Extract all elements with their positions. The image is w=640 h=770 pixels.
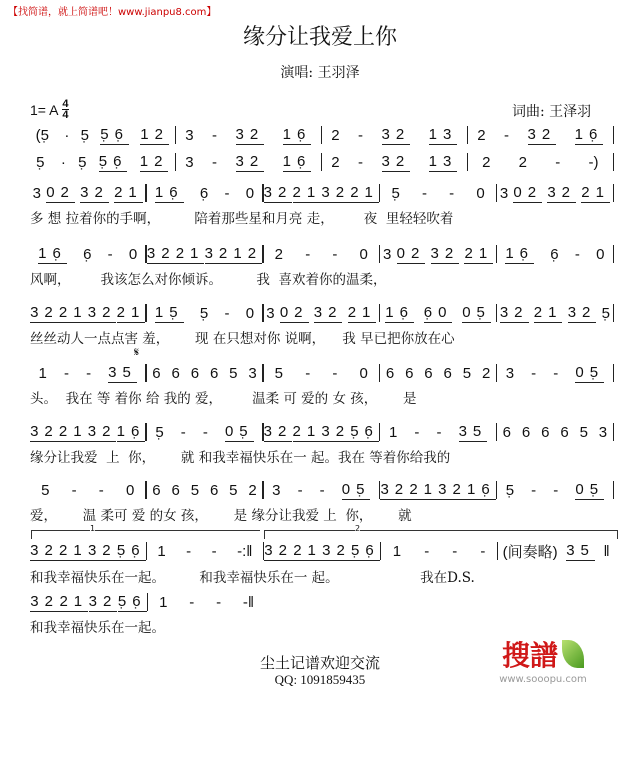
- note: 5̣: [391, 184, 400, 202]
- note: 32: [88, 592, 118, 610]
- logo-mark: [488, 634, 598, 674]
- note: 32: [80, 183, 109, 201]
- note: 2: [331, 153, 340, 171]
- note: 0: [359, 245, 368, 263]
- measure: [497, 304, 612, 323]
- measure: [30, 593, 147, 612]
- note: 3: [505, 364, 515, 382]
- note: 32: [381, 125, 411, 143]
- lyrics-line: 爱， 温 柔可 爱 的女 孩， 是 缘分让我爱 上 你， 就: [30, 508, 412, 524]
- note: 21: [292, 183, 322, 201]
- note: 32: [263, 422, 293, 440]
- note: -: [319, 481, 325, 499]
- measure: [176, 126, 321, 145]
- note: 13: [428, 152, 458, 170]
- note: 1: [157, 542, 166, 560]
- note: 5̣: [199, 304, 209, 322]
- note: 6: [502, 423, 511, 441]
- note: 02: [396, 244, 426, 262]
- measure: [148, 594, 265, 611]
- measure: [264, 423, 379, 442]
- note: 05̣: [575, 363, 605, 381]
- note: 32: [30, 592, 59, 610]
- notation-row: [30, 362, 614, 384]
- note: 32: [87, 422, 117, 440]
- note: 21: [409, 480, 438, 498]
- bar-line: [613, 126, 614, 144]
- note: -: [180, 423, 186, 441]
- note: 6: [443, 364, 452, 382]
- measure: [264, 184, 379, 203]
- note: 5̣6̣: [351, 541, 380, 559]
- note: -: [216, 593, 222, 611]
- volta-bracket-2: [264, 524, 618, 539]
- note: 6: [424, 364, 433, 382]
- note: 21: [58, 422, 88, 440]
- measure: [264, 481, 379, 500]
- note: 21: [59, 592, 89, 610]
- note: 3: [266, 304, 275, 322]
- note: -: [504, 126, 510, 144]
- note: 6: [560, 423, 569, 441]
- note: ·: [56, 153, 66, 171]
- note: 5̣: [601, 304, 610, 322]
- measure: [30, 184, 145, 203]
- measure: [497, 481, 612, 500]
- note: 32: [235, 152, 265, 170]
- note: -: [555, 153, 561, 171]
- measure: [497, 245, 612, 264]
- note: (间奏略): [502, 543, 558, 561]
- note: -: [424, 542, 430, 560]
- note: 6: [405, 364, 414, 382]
- notation-row: [30, 124, 614, 146]
- note: 0: [476, 184, 485, 202]
- note: 5̣: [505, 481, 515, 499]
- note: 2: [482, 153, 491, 171]
- note: 5̣: [78, 153, 87, 171]
- note: 1: [388, 423, 398, 441]
- measure: [264, 365, 379, 382]
- note: 16̣: [505, 244, 534, 262]
- note: 32: [527, 125, 557, 143]
- note: 02: [279, 303, 309, 321]
- logo-url[interactable]: www.sooopu.com: [499, 674, 587, 685]
- note: 0: [245, 184, 255, 202]
- note: 6̣: [550, 245, 559, 263]
- note: -: [358, 153, 364, 171]
- key-signature: [30, 99, 69, 120]
- segno-icon: 𝄋: [134, 345, 140, 359]
- measure: [147, 423, 262, 442]
- note: 6: [171, 481, 180, 499]
- notation-row: [30, 302, 614, 324]
- note: 3: [272, 481, 281, 499]
- footer-qq: QQ: 1091859435: [274, 672, 366, 687]
- note: 32: [87, 541, 117, 559]
- note: 0: [245, 304, 255, 322]
- volta-2-label: 2: [355, 524, 361, 533]
- bar-line: [613, 481, 614, 499]
- note: 5: [229, 364, 238, 382]
- note: -: [531, 364, 537, 382]
- note: 02: [513, 183, 543, 201]
- lyrics-line: 头。 我在 等 着你 给 我的 爱， 温柔 可 爱的 女 孩， 是: [30, 391, 417, 407]
- notation-row: [30, 591, 265, 613]
- measure: [30, 153, 175, 172]
- note: 21: [292, 422, 322, 440]
- measure: [380, 365, 495, 382]
- note: 6: [152, 364, 161, 382]
- note: -: [189, 593, 195, 611]
- note: 2: [274, 245, 284, 263]
- note: 1: [392, 542, 402, 560]
- note: -: [71, 481, 77, 499]
- note: 3: [383, 245, 392, 263]
- note: -: [63, 364, 69, 382]
- sooopu-logo[interactable]: [488, 634, 598, 685]
- measure: [147, 304, 262, 323]
- note: -: [305, 364, 311, 382]
- note: 32: [313, 303, 343, 321]
- note: 5̣6̣: [117, 592, 147, 610]
- lyrics-line: 多 想 拉着你的手啊， 陪着那些星和月亮 走， 夜 里轻轻吹着: [30, 211, 454, 227]
- measure: [30, 364, 145, 383]
- note: 12: [233, 244, 263, 262]
- lyrics-line: 和我幸福快乐在一起。: [30, 620, 165, 636]
- note: 2: [331, 126, 340, 144]
- note: -: [414, 423, 420, 441]
- note: 3: [185, 153, 194, 171]
- note: 35: [566, 541, 595, 559]
- note: -:‖: [237, 542, 253, 560]
- note: 32: [567, 303, 597, 321]
- note: 21: [58, 303, 88, 321]
- lyrics-line: 缘分让我爱 上 你， 就 和我幸福快乐在一 起。我在 等着你给我的: [30, 450, 451, 466]
- lyrics-line: 风啊， 我该怎么对你倾诉。 我 喜欢着你的温柔，: [30, 272, 387, 288]
- measure: [30, 304, 145, 323]
- note: 6: [152, 481, 161, 499]
- note: 0: [359, 364, 368, 382]
- note: 35: [108, 363, 137, 381]
- measure: [147, 245, 262, 264]
- note: 5̣6̣: [350, 422, 379, 440]
- note: ·: [60, 126, 70, 144]
- note: 32: [499, 303, 529, 321]
- measure: [30, 126, 175, 145]
- measure: [176, 153, 321, 172]
- note: 16̣: [116, 422, 146, 440]
- key-label: 1= A: [30, 101, 59, 118]
- measure: [497, 424, 612, 441]
- note: 16̣: [282, 152, 312, 170]
- note: 32: [235, 125, 265, 143]
- bar-line: [613, 153, 614, 171]
- note: 6: [171, 364, 180, 382]
- note: 1: [38, 364, 47, 382]
- note: 5: [579, 423, 588, 441]
- note: 6̣0: [423, 303, 453, 321]
- logo-text: 搜譜: [501, 639, 558, 672]
- note: 5̣: [80, 126, 90, 144]
- note: -: [186, 542, 192, 560]
- note: 05̣: [462, 303, 491, 321]
- note: 35: [458, 422, 488, 440]
- volta-bracket-1: [31, 524, 260, 539]
- footer-note: 尘土记谱欢迎交流: [259, 654, 380, 672]
- song-title: 缘分让我爱上你: [242, 25, 397, 50]
- note: -: [98, 481, 104, 499]
- note: 5̣: [36, 153, 45, 171]
- note: -: [553, 364, 559, 382]
- bar-line: [613, 245, 614, 263]
- note: 6̣: [199, 184, 209, 202]
- notation-row: [30, 421, 614, 443]
- measure: [147, 184, 262, 203]
- note: 5: [190, 481, 200, 499]
- measure: [497, 364, 612, 383]
- note: 05̣: [341, 480, 371, 498]
- note: -: [202, 423, 208, 441]
- note: 16̣: [38, 244, 67, 262]
- note: 0: [596, 245, 605, 263]
- measure: [147, 482, 262, 499]
- note: 21: [175, 244, 205, 262]
- note: 21: [59, 541, 88, 559]
- note: 16̣: [574, 125, 604, 143]
- measure: [264, 542, 380, 561]
- note: -: [449, 184, 455, 202]
- note: 21: [293, 541, 322, 559]
- leaf-icon: [562, 640, 584, 668]
- note: 32: [381, 152, 411, 170]
- note: -: [297, 481, 303, 499]
- note: -: [305, 245, 311, 263]
- note: 5̣6̣: [100, 125, 129, 143]
- note: 3: [248, 364, 257, 382]
- measure: [147, 365, 262, 382]
- note: -: [436, 423, 442, 441]
- note: 6: [521, 423, 531, 441]
- note: 05̣: [224, 422, 254, 440]
- measure: [30, 245, 145, 264]
- note: -: [224, 184, 230, 202]
- note: 6: [209, 481, 219, 499]
- note: 2: [518, 153, 528, 171]
- measure: [30, 423, 145, 442]
- measure: [381, 543, 497, 560]
- note: 21: [114, 183, 143, 201]
- note: 32: [321, 422, 351, 440]
- note: -: [553, 481, 559, 499]
- note: 32: [30, 422, 59, 440]
- note: 5̣6̣: [116, 541, 146, 559]
- note: 32: [263, 183, 293, 201]
- note: 5: [229, 481, 238, 499]
- note: -: [86, 364, 92, 382]
- site-banner[interactable]: 【找简谱，就上简谱吧！www.jianpu8.com】: [8, 7, 217, 18]
- volta-1-label: 1: [90, 524, 96, 533]
- note: 12: [140, 125, 169, 143]
- note: 02: [46, 183, 75, 201]
- note: (5̣: [35, 126, 49, 144]
- time-signature: [62, 99, 68, 120]
- note: -: [211, 542, 217, 560]
- note: 32: [87, 303, 117, 321]
- note: 32: [438, 480, 467, 498]
- note: 6̣: [83, 245, 92, 263]
- note: 16̣: [154, 183, 184, 201]
- note: 1: [159, 593, 168, 611]
- measure: [30, 542, 146, 561]
- bar-line: [613, 423, 614, 441]
- notation-row: [30, 182, 614, 204]
- note: 13: [428, 125, 458, 143]
- note: 3: [185, 126, 194, 144]
- note: -: [531, 481, 537, 499]
- time-unit: 4: [62, 109, 69, 121]
- note: 3: [499, 184, 509, 202]
- measure: [468, 154, 613, 171]
- note: 2: [477, 126, 486, 144]
- note: 0: [125, 481, 135, 499]
- note: 3: [32, 184, 41, 202]
- measure: [468, 126, 613, 145]
- note: -: [421, 184, 427, 202]
- note: 32: [30, 541, 59, 559]
- note: 6: [541, 423, 550, 441]
- note: 32: [547, 183, 577, 201]
- note: 32: [30, 303, 59, 321]
- measure: [380, 481, 495, 500]
- note: 0: [128, 245, 138, 263]
- note: -: [212, 126, 218, 144]
- note: 21: [581, 183, 610, 201]
- note: -: [332, 364, 338, 382]
- note: 2: [248, 481, 257, 499]
- note: 3: [598, 423, 608, 441]
- note: -: [574, 245, 580, 263]
- note: 6: [209, 364, 219, 382]
- composer-credit: 词曲: 王泽羽: [512, 104, 592, 120]
- measure: [30, 482, 145, 499]
- note: 5̣: [155, 423, 164, 441]
- note: 6: [190, 364, 200, 382]
- note: 15̣: [154, 303, 184, 321]
- measure: [498, 541, 614, 562]
- note: -: [452, 542, 458, 560]
- note: -: [212, 153, 218, 171]
- note: -: [480, 542, 486, 560]
- note: 5̣6̣: [98, 152, 128, 170]
- note: ‖: [603, 542, 610, 560]
- note: 21: [464, 244, 494, 262]
- measure: [380, 185, 495, 202]
- bar-line: [613, 184, 614, 202]
- notation-row: [30, 243, 614, 265]
- note: 5: [41, 481, 50, 499]
- lyrics-line: 和我幸福快乐在一起。 和我幸福快乐在一 起。 我在D.S.: [30, 570, 475, 586]
- note: 05̣: [575, 480, 605, 498]
- lyrics-line: 丝丝动人一点点害 羞， 现 在只想对你 说啊， 我 早已把你放在心: [30, 331, 455, 347]
- note: 32: [380, 480, 410, 498]
- note: 21: [116, 303, 146, 321]
- measure: [380, 423, 495, 442]
- note: 21: [347, 303, 377, 321]
- note: 5: [274, 364, 284, 382]
- bar-line: [613, 364, 614, 382]
- note: 21: [350, 183, 379, 201]
- measure: [380, 304, 495, 323]
- note: 32: [204, 244, 234, 262]
- notation-row: [30, 479, 614, 501]
- notation-row: [30, 540, 614, 562]
- note: -): [588, 153, 599, 171]
- note: -: [224, 304, 230, 322]
- note: 16̣: [385, 303, 414, 321]
- measure: [380, 245, 495, 264]
- note: 32: [146, 244, 176, 262]
- note: 32: [322, 541, 351, 559]
- note: 32: [430, 244, 460, 262]
- measure: [264, 246, 379, 263]
- notation-row: [30, 151, 614, 173]
- note: 21: [533, 303, 563, 321]
- note: 2: [482, 364, 491, 382]
- bar-line: [613, 304, 614, 322]
- measure: [264, 304, 379, 323]
- measure: [497, 184, 612, 203]
- note: 16̣: [467, 480, 496, 498]
- time-beats: 4: [62, 98, 69, 110]
- note: 32: [321, 183, 351, 201]
- note: -‖: [242, 593, 255, 611]
- note: 32: [264, 541, 293, 559]
- note: 12: [139, 152, 169, 170]
- note: 5: [462, 364, 472, 382]
- note: -: [107, 245, 113, 263]
- measure: [322, 153, 467, 172]
- measure: [147, 543, 263, 560]
- note: 6: [385, 364, 395, 382]
- note: -: [332, 245, 338, 263]
- measure: [322, 126, 467, 145]
- singer-credit: 演唱: 王羽泽: [280, 65, 360, 81]
- note: 16̣: [282, 125, 312, 143]
- note: -: [358, 126, 364, 144]
